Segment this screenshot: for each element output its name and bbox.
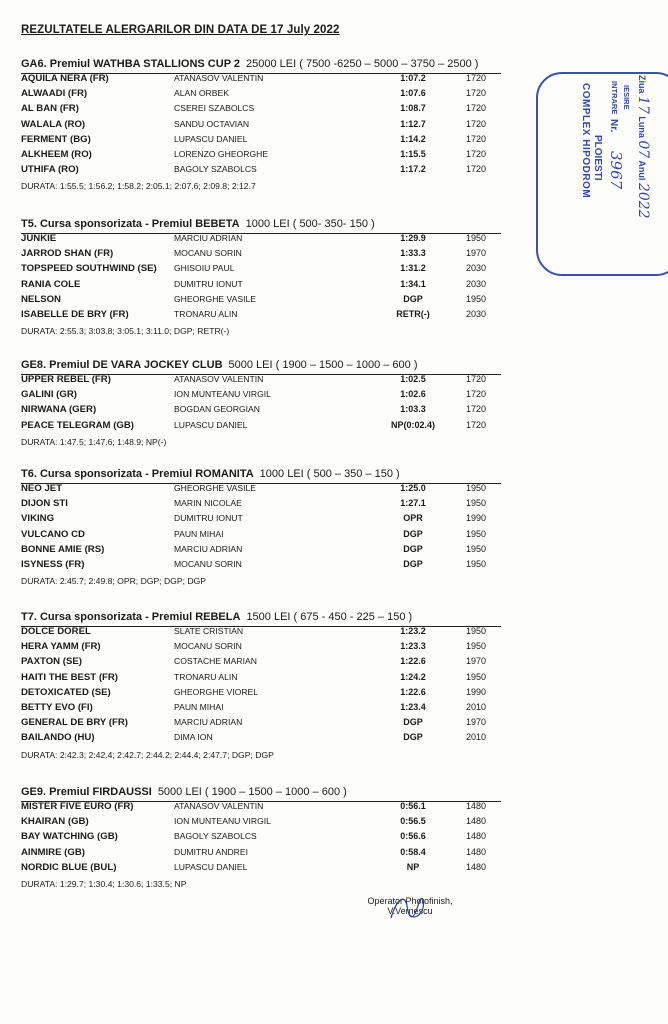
jockey-name: MARIN NICOLAE (174, 498, 242, 509)
finish-time: 1:29.9 (400, 233, 426, 243)
jockey-name: SLATE CRISTIAN (174, 626, 244, 636)
results-list (21, 483, 501, 574)
jockey-name: DUMITRU IONUT (174, 278, 243, 289)
race-header (21, 218, 501, 233)
finish-time: 1:15.5 (400, 148, 426, 159)
finish-time: 1:24.2 (400, 671, 426, 682)
result-row (21, 687, 501, 702)
result-row (21, 73, 501, 88)
stamp-nr-label: Nr. (608, 119, 619, 133)
stamp-luna-value: 07 (635, 140, 651, 159)
horse-name: BONNE AMIE (RS) (21, 543, 105, 555)
finish-time: 0:56.5 (400, 816, 426, 827)
jockey-name: MARCIU ADRIAN (174, 717, 243, 728)
stamp-ziua-label: Ziua (637, 75, 647, 94)
horse-name: ISYNESS (FR) (21, 558, 85, 570)
result-row (21, 119, 501, 134)
race-distance: 1480 (466, 861, 487, 872)
race-distance: 1970 (466, 248, 487, 259)
stamp-anul-label: Anul (637, 160, 647, 181)
result-row (21, 847, 501, 862)
race-prize: 1500 LEI ( 675 - 450 - 225 – 150 ) (246, 611, 413, 623)
race-distance: 2030 (466, 308, 487, 319)
race-distance: 1990 (466, 513, 487, 524)
race-t7 (21, 611, 501, 762)
finish-time: 1:08.7 (400, 103, 426, 114)
finish-time: DGP (403, 293, 423, 304)
race-prize: 1000 LEI ( 500 – 350 – 150 ) (259, 468, 400, 480)
race-distance: 1990 (466, 686, 487, 697)
horse-name: VULCANO CD (21, 528, 85, 540)
jockey-name: TRONARU ALIN (174, 308, 238, 319)
race-distance: 1480 (466, 801, 487, 811)
results-list (21, 374, 501, 435)
jockey-name: MOCANU SORIN (174, 248, 242, 259)
result-row (21, 626, 501, 641)
horse-name: BAY WATCHING (GB) (21, 831, 118, 843)
finish-time: 1:22.6 (400, 686, 426, 697)
stamp-org-name: COMPLEX HIPODROM (580, 83, 591, 199)
horse-name: UTHIFA (RO) (21, 164, 79, 176)
horse-name: TOPSPEED SOUTHWIND (SE) (21, 263, 157, 275)
horse-name: AINMIRE (GB) (21, 846, 85, 858)
jockey-name: GHEORGHE VIOREL (174, 686, 259, 697)
race-distance: 2010 (466, 732, 487, 743)
race-distance: 1720 (466, 389, 487, 400)
horse-name: UPPER REBEL (FR) (21, 374, 111, 385)
jockey-name: DIMA ION (174, 732, 213, 743)
results-list (21, 233, 501, 324)
jockey-name: CSEREI SZABOLCS (174, 103, 255, 114)
jockey-name: MOCANU SORIN (174, 558, 242, 569)
race-ge8 (21, 359, 501, 449)
finish-time: 1:12.7 (400, 118, 426, 129)
finish-time: 1:25.0 (400, 483, 426, 493)
horse-name: DOLCE DOREL (21, 626, 91, 637)
stamp-exit-label: IESIRE (622, 85, 631, 110)
race-distance: 1720 (466, 419, 487, 430)
jockey-name: BOGDAN GEORGIAN (174, 404, 260, 415)
horse-name: NELSON (21, 293, 61, 305)
finish-time: 1:03.3 (400, 404, 426, 415)
finish-time: 1:17.2 (400, 164, 426, 175)
race-header (21, 786, 501, 801)
result-row (21, 309, 501, 324)
jockey-name: ION MUNTEANU VIRGIL (174, 816, 271, 827)
race-durata: DURATA: 2:45.7; 2:49.8; OPR; DGP; DGP; DGP (21, 576, 206, 587)
jockey-name: ATANASOV VALENTIN (174, 374, 264, 384)
result-row (21, 248, 501, 263)
result-row (21, 294, 501, 309)
race-durata: DURATA: 1:47.5; 1:47.6; 1:48.9; NP(-) (21, 436, 167, 447)
horse-name: HERA YAMM (FR) (21, 641, 101, 653)
finish-time: 1:14.2 (400, 133, 426, 144)
jockey-name: ION MUNTEANU VIRGIL (174, 389, 271, 400)
stamp-ziua-value: 17 (635, 96, 651, 114)
horse-name: DIJON STI (21, 498, 68, 510)
finish-time: 1:02.5 (400, 374, 426, 384)
jockey-name: GHEORGHE VASILE (174, 483, 256, 493)
jockey-name: LUPASCU DANIEL (174, 419, 248, 430)
horse-name: GALINI (GR) (21, 389, 77, 401)
jockey-name: PAUN MIHAI (174, 528, 224, 539)
race-t5 (21, 218, 501, 338)
finish-time: 0:58.4 (400, 846, 426, 857)
horse-name: DETOXICATED (SE) (21, 686, 111, 698)
finish-time: 1:07.2 (400, 73, 426, 83)
stamp-anul-value: 2022 (635, 182, 651, 219)
signature-block (355, 896, 465, 916)
results-list (21, 801, 501, 877)
finish-time: DGP (403, 732, 423, 743)
race-prize: 25000 LEI ( 7500 -6250 – 5000 – 3750 – 2500 ) (246, 58, 479, 70)
race-distance: 1950 (466, 498, 487, 509)
jockey-name: DUMITRU IONUT (174, 513, 243, 524)
race-distance: 1950 (466, 641, 487, 652)
jockey-name: GHISOIU PAUL (174, 263, 235, 274)
finish-time: DGP (403, 543, 423, 554)
result-row (21, 732, 501, 747)
race-distance: 1950 (466, 671, 487, 682)
horse-name: NIRWANA (GER) (21, 404, 97, 416)
finish-time: 1:22.6 (400, 656, 426, 667)
race-ge9 (21, 786, 501, 891)
horse-name: BETTY EVO (FI) (21, 701, 93, 713)
result-row (21, 672, 501, 687)
finish-time: RETR(-) (396, 308, 430, 319)
race-durata: DURATA: 1:55.5; 1:56.2; 1:58.2; 2:05.1; 2:07.6; 2:09.8; 2:12.7 (21, 181, 256, 192)
jockey-name: LUPASCU DANIEL (174, 861, 248, 872)
result-row (21, 279, 501, 294)
result-row (21, 559, 501, 574)
race-distance: 2030 (466, 278, 487, 289)
jockey-name: SANDU OCTAVIAN (174, 118, 250, 129)
horse-name: JUNKIE (21, 233, 57, 244)
result-row (21, 134, 501, 149)
finish-time: 1:34.1 (400, 278, 426, 289)
stamp-nr-value: 3967 (607, 151, 625, 190)
result-row (21, 389, 501, 404)
jockey-name: LORENZO GHEORGHE (174, 148, 269, 159)
race-ga6 (21, 58, 501, 193)
race-name: GA6. Premiul WATHBA STALLIONS CUP 2 (21, 58, 241, 70)
race-prize: 5000 LEI ( 1900 – 1500 – 1000 – 600 ) (228, 359, 418, 371)
result-row (21, 544, 501, 559)
jockey-name: MARCIU ADRIAN (174, 233, 243, 243)
jockey-name: MARCIU ADRIAN (174, 543, 243, 554)
horse-name: HAITI THE BEST (FR) (21, 671, 118, 683)
race-name: T6. Cursa sponsorizata - Premiul ROMANITA (21, 468, 254, 480)
finish-time: DGP (403, 558, 423, 569)
result-row (21, 641, 501, 656)
result-row (21, 656, 501, 671)
race-name: GE9. Premiul FIRDAUSSI (21, 786, 152, 798)
race-distance: 1720 (466, 103, 487, 114)
result-row (21, 702, 501, 717)
finish-time: NP(0:02.4) (390, 419, 435, 430)
horse-name: PAXTON (SE) (21, 656, 82, 668)
signature-role: Operator Photofinish, (367, 896, 453, 906)
race-name: T5. Cursa sponsorizata - Premiul BEBETA (21, 218, 240, 230)
finish-time: 1:33.3 (400, 248, 426, 259)
horse-name: JARROD SHAN (FR) (21, 248, 114, 260)
jockey-name: PAUN MIHAI (174, 701, 224, 712)
finish-time: 1:23.4 (400, 701, 426, 712)
jockey-name: DUMITRU ANDREI (174, 846, 249, 857)
result-row (21, 103, 501, 118)
result-row (21, 529, 501, 544)
result-row (21, 404, 501, 419)
result-row (21, 498, 501, 513)
race-distance: 1480 (466, 816, 487, 827)
jockey-name: ATANASOV VALENTIN (174, 801, 264, 811)
result-row (21, 164, 501, 179)
race-distance: 1720 (466, 88, 487, 99)
race-distance: 1480 (466, 846, 487, 857)
horse-name: ALWAADI (FR) (21, 88, 88, 100)
horse-name: AL BAN (FR) (21, 103, 79, 115)
result-row (21, 88, 501, 103)
horse-name: KHAIRAN (GB) (21, 816, 89, 828)
horse-name: MISTER FIVE EURO (FR) (21, 801, 134, 812)
race-distance: 1720 (466, 374, 487, 384)
finish-time: 1:31.2 (400, 263, 426, 274)
signature-scribble (383, 888, 433, 928)
race-distance: 1950 (466, 483, 487, 493)
stamp-content (563, 73, 653, 273)
stamp-date (635, 75, 651, 219)
horse-name: PEACE TELEGRAM (GB) (21, 419, 134, 431)
result-row (21, 374, 501, 389)
horse-name: NORDIC BLUE (BUL) (21, 861, 117, 873)
horse-name: NEO JET (21, 483, 63, 494)
finish-time: 1:23.3 (400, 641, 426, 652)
finish-time: OPR (403, 513, 423, 524)
race-name: GE8. Premiul DE VARA JOCKEY CLUB (21, 359, 223, 371)
jockey-name: BAGOLY SZABOLCS (174, 164, 257, 175)
result-row (21, 233, 501, 248)
jockey-name: BAGOLY SZABOLCS (174, 831, 257, 842)
race-distance: 1950 (466, 293, 487, 304)
result-row (21, 513, 501, 528)
result-row (21, 801, 501, 816)
page-title: REZULTATELE ALERGARILOR DIN DATA DE 17 July 2022 (21, 24, 340, 36)
race-header (21, 468, 501, 483)
results-list (21, 626, 501, 748)
jockey-name: ATANASOV VALENTIN (174, 73, 264, 83)
hippodrome-stamp (536, 72, 668, 276)
finish-time: 1:07.6 (400, 88, 426, 99)
horse-name: BAILANDO (HU) (21, 732, 95, 744)
race-prize: 1000 LEI ( 500- 350- 150 ) (245, 218, 375, 230)
race-distance: 1720 (466, 118, 487, 129)
horse-name: ALKHEEM (RO) (21, 148, 92, 160)
jockey-name: ALAN ORBEK (174, 88, 229, 99)
stamp-entry-label: INTRARE (610, 81, 619, 115)
jockey-name: TRONARU ALIN (174, 671, 238, 682)
race-distance: 1950 (466, 528, 487, 539)
race-header (21, 58, 501, 73)
horse-name: RANIA COLE (21, 278, 81, 290)
result-row (21, 483, 501, 498)
race-distance: 1950 (466, 558, 487, 569)
race-prize: 5000 LEI ( 1900 – 1500 – 1000 – 600 ) (157, 786, 347, 798)
race-name: T7. Cursa sponsorizata - Premiul REBELA (21, 611, 241, 623)
race-distance: 1720 (466, 133, 487, 144)
horse-name: AQUILA NERA (FR) (21, 73, 109, 84)
race-distance: 1970 (466, 717, 487, 728)
horse-name: ISABELLE DE BRY (FR) (21, 308, 129, 320)
race-durata: DURATA: 1:29.7; 1:30.4; 1:30.6; 1:33.5; NP (21, 878, 187, 889)
race-distance: 1950 (466, 233, 487, 243)
signature-name: V.Vernescu (387, 906, 433, 916)
result-row (21, 717, 501, 732)
race-distance: 1950 (466, 543, 487, 554)
race-distance: 1480 (466, 831, 487, 842)
finish-time: 1:27.1 (400, 498, 426, 509)
results-list (21, 73, 501, 179)
race-distance: 1970 (466, 656, 487, 667)
result-row (21, 149, 501, 164)
finish-time: 0:56.1 (400, 801, 426, 811)
jockey-name: COSTACHE MARIAN (174, 656, 257, 667)
finish-time: DGP (403, 528, 423, 539)
horse-name: WALALA (RO) (21, 118, 86, 130)
finish-time: 1:23.2 (400, 626, 426, 636)
result-row (21, 816, 501, 831)
jockey-name: MOCANU SORIN (174, 641, 242, 652)
race-distance: 1720 (466, 404, 487, 415)
finish-time: DGP (403, 717, 423, 728)
race-durata: DURATA: 2:55.3; 3:03.8; 3:05.1; 3:11.0; DGP; RETR(-) (21, 326, 230, 337)
result-row (21, 420, 501, 435)
jockey-name: LUPASCU DANIEL (174, 133, 248, 144)
finish-time: 1:02.6 (400, 389, 426, 400)
race-t6 (21, 468, 501, 588)
race-distance: 1950 (466, 626, 487, 636)
race-distance: 1720 (466, 73, 487, 83)
result-row (21, 263, 501, 278)
race-durata: DURATA: 2:42.3; 2:42.4; 2:42.7; 2:44.2; 2:44.4; 2:47.7; DGP; DGP (21, 749, 274, 760)
finish-time: NP (406, 861, 420, 872)
jockey-name: GHEORGHE VASILE (174, 293, 256, 304)
race-distance: 1720 (466, 164, 487, 175)
horse-name: GENERAL DE BRY (FR) (21, 717, 128, 729)
race-distance: 1720 (466, 148, 487, 159)
result-row (21, 831, 501, 846)
finish-time: 0:56.6 (400, 831, 426, 842)
stamp-luna-label: Luna (637, 116, 647, 138)
result-row (21, 862, 501, 877)
horse-name: FERMENT (BG) (21, 133, 91, 145)
horse-name: VIKING (21, 513, 55, 525)
stamp-org-city: PLOIESTI (592, 135, 603, 181)
race-header (21, 611, 501, 626)
race-distance: 2030 (466, 263, 487, 274)
race-header (21, 359, 501, 374)
race-distance: 2010 (466, 701, 487, 712)
